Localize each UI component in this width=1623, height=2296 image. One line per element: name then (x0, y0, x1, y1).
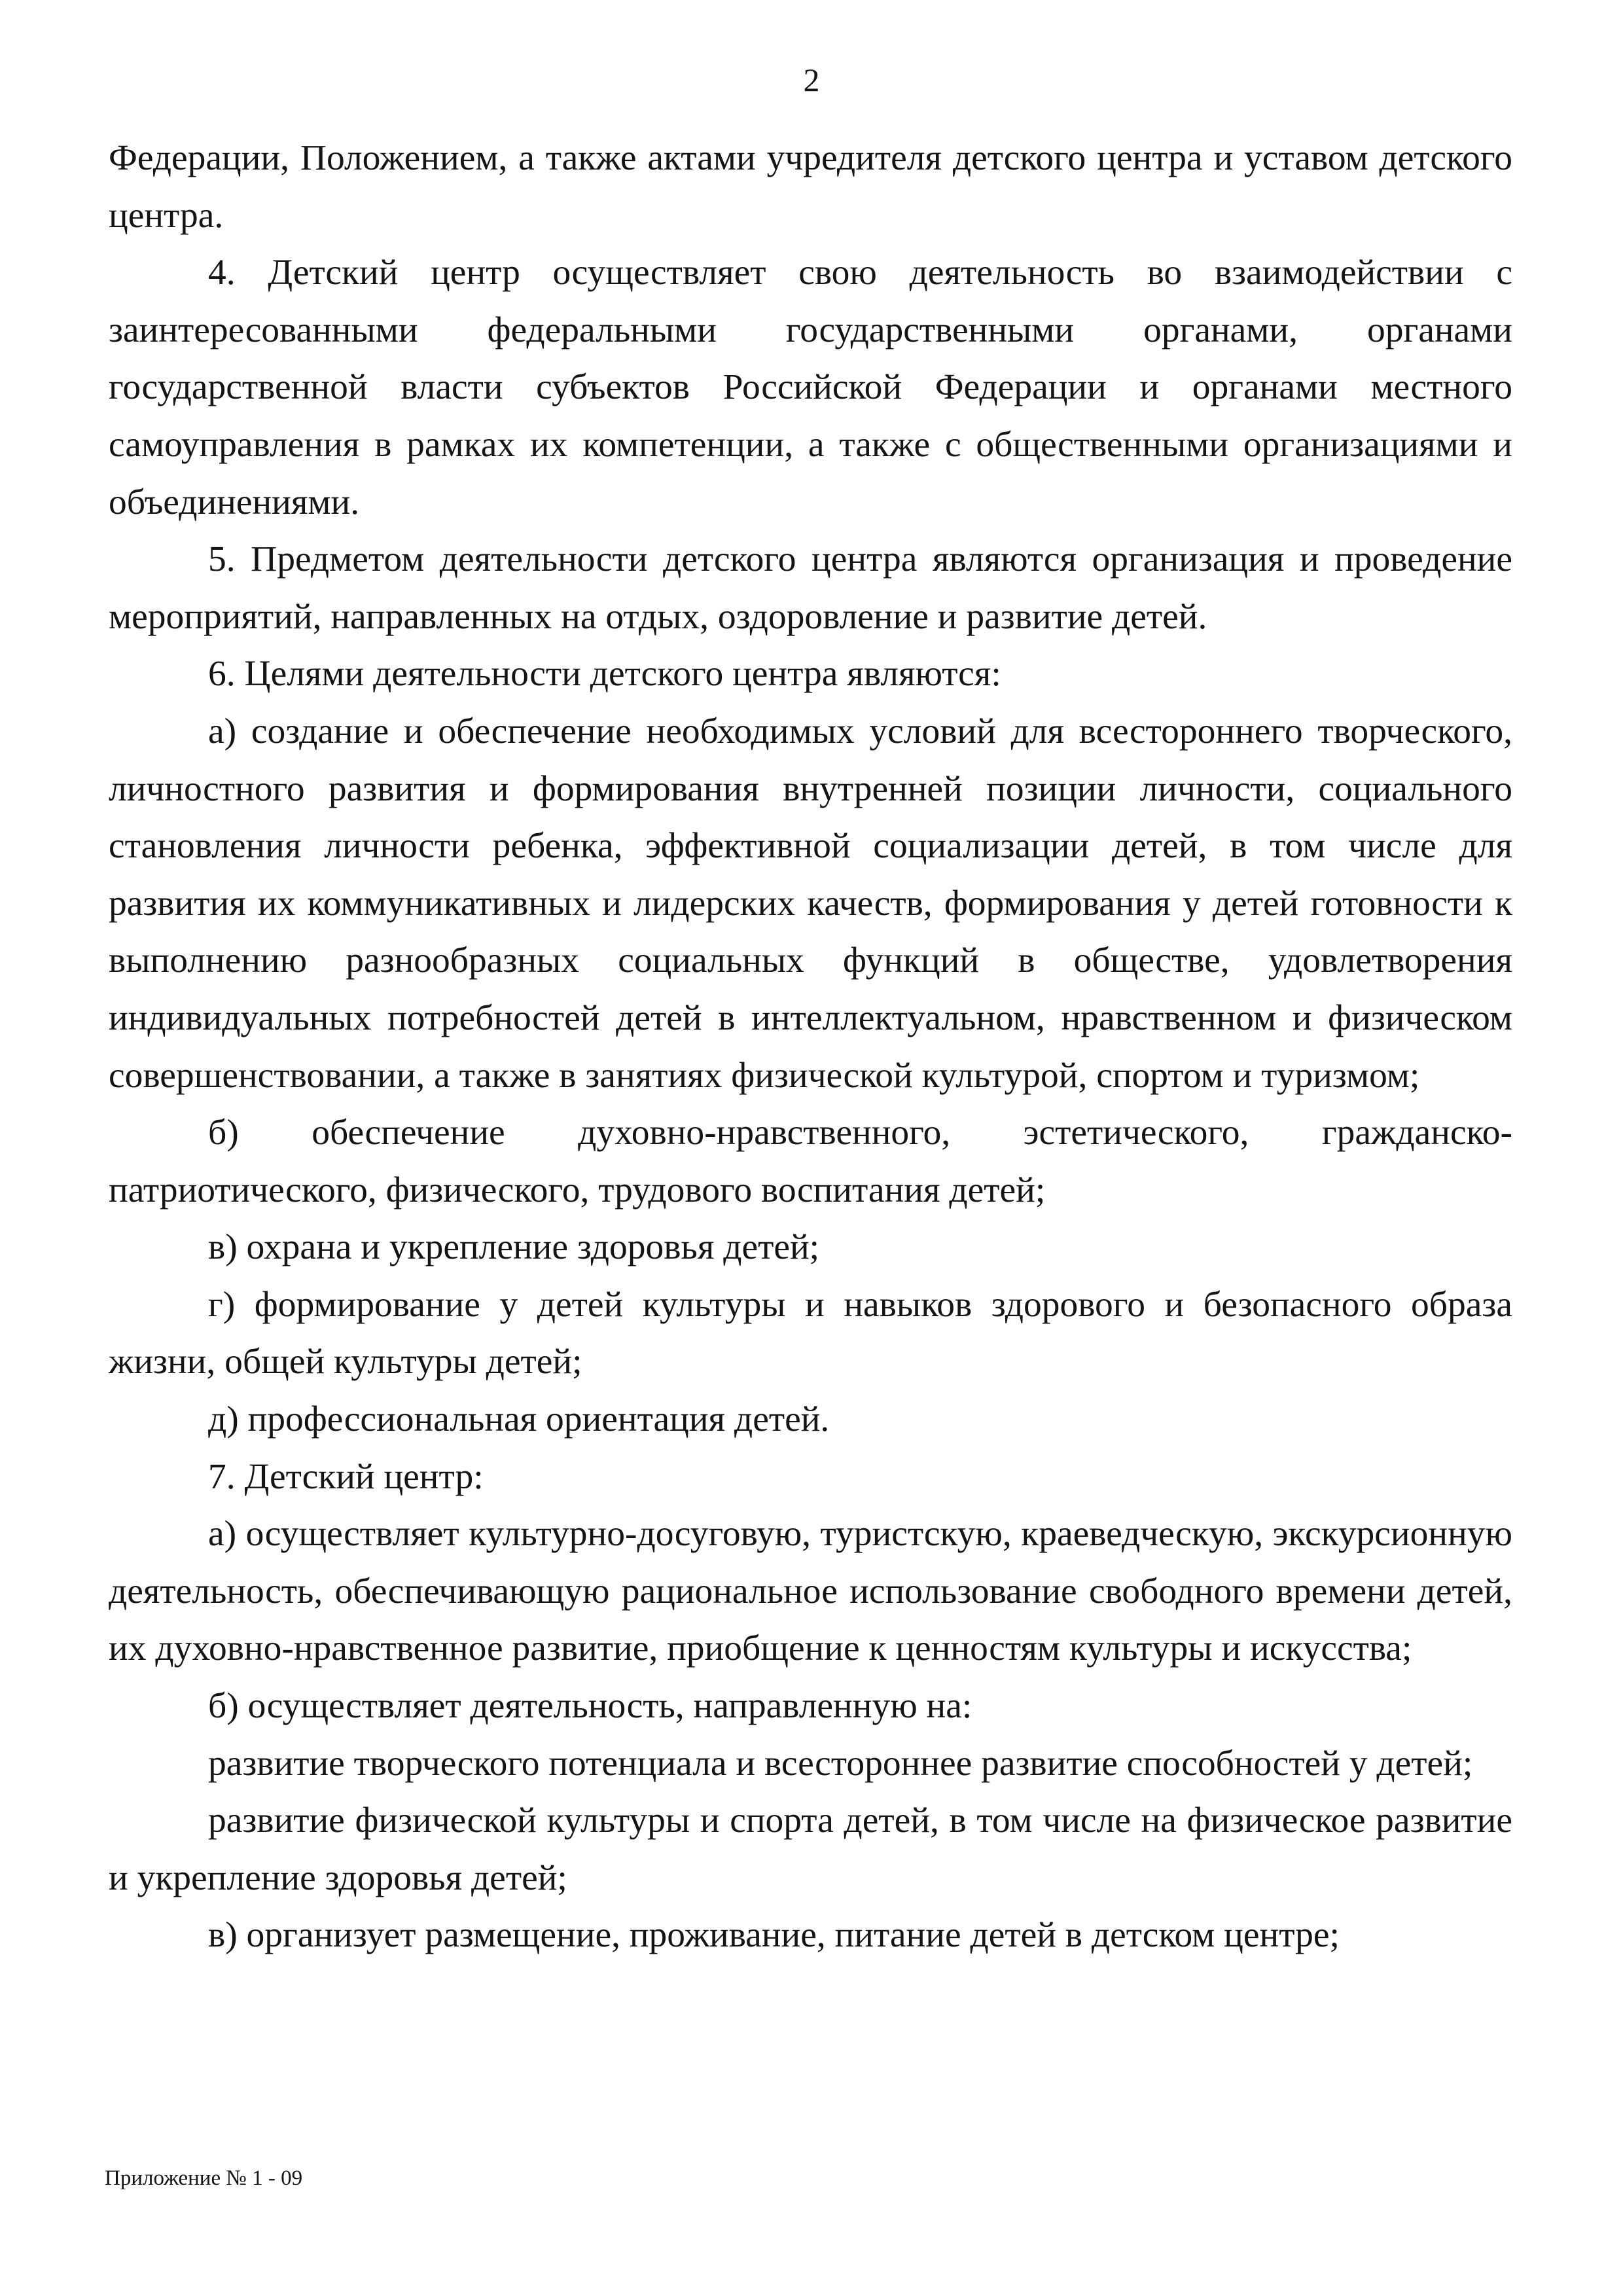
paragraph-item-7b-2: развитие физической культуры и спорта детей, в том числе на физическое развитие и укрепление здоровья детей; (109, 1801, 1512, 1898)
paragraph-item-6a: а) создание и обеспечение необходимых условий для всестороннего творческого, личностного развития и формирования внутренней позиции личности, социального становления личности ребенка, эффективной социализации детей, в том числе для развития их коммуникативных и лидерских качеств, формирования у детей готовности к выполнению разнообразных социальных функций в обществе, удовлетворения индивидуальных потребностей детей в интеллектуальном, нравственном и физическом совершенствовании, а также в занятиях физической культурой, спортом и туризмом; (109, 711, 1512, 1096)
paragraph-item-6: 6. Целями деятельности детского центра являются: (208, 654, 1001, 694)
document-body (109, 130, 1512, 1964)
footer-note: Приложение № 1 - 09 (105, 2166, 303, 2190)
paragraph-item-6b: б) обеспечение духовно-нравственного, эстетического, гражданско-патриотического, физического, трудового воспитания детей; (109, 1113, 1512, 1210)
paragraph-item-7b: б) осуществляет деятельность, направленную на: (208, 1686, 972, 1727)
page-number: 2 (803, 62, 820, 98)
paragraph-item-7a: а) осуществляет культурно-досуговую, туристскую, краеведческую, экскурсионную деятельность, обеспечивающую рациональное использование свободного времени детей, их духовно-нравственное развитие, приобщение к ценностям культуры и искусства; (109, 1514, 1512, 1669)
paragraph-continuation: Федерации, Положением, а также актами учредителя детского центра и уставом детского центра. (109, 138, 1512, 236)
paragraph-item-4: 4. Детский центр осуществляет свою деятельность во взаимодействии с заинтересованными федеральными государственными органами, органами государственной власти субъектов Российской Федерации и органами местного самоуправления в рамках их компетенции, а также с общественными организациями и объединениями. (109, 253, 1512, 522)
paragraph-item-7v: в) организует размещение, проживание, питание детей в детском центре; (208, 1915, 1340, 1956)
paragraph-item-6g: г) формирование у детей культуры и навыков здорового и безопасного образа жизни, общей культуры детей; (109, 1284, 1512, 1382)
paragraph-item-6d: д) профессиональная ориентация детей. (208, 1399, 830, 1440)
paragraph-item-5: 5. Предметом деятельности детского центра являются организация и проведение мероприятий, направленных на отдых, оздоровление и развитие детей. (109, 539, 1512, 637)
paragraph-item-7: 7. Детский центр: (208, 1456, 484, 1497)
paragraph-item-7b-1: развитие творческого потенциала и всестороннее развитие способностей у детей; (208, 1743, 1473, 1784)
paragraph-item-6v: в) охрана и укрепление здоровья детей; (208, 1227, 820, 1268)
